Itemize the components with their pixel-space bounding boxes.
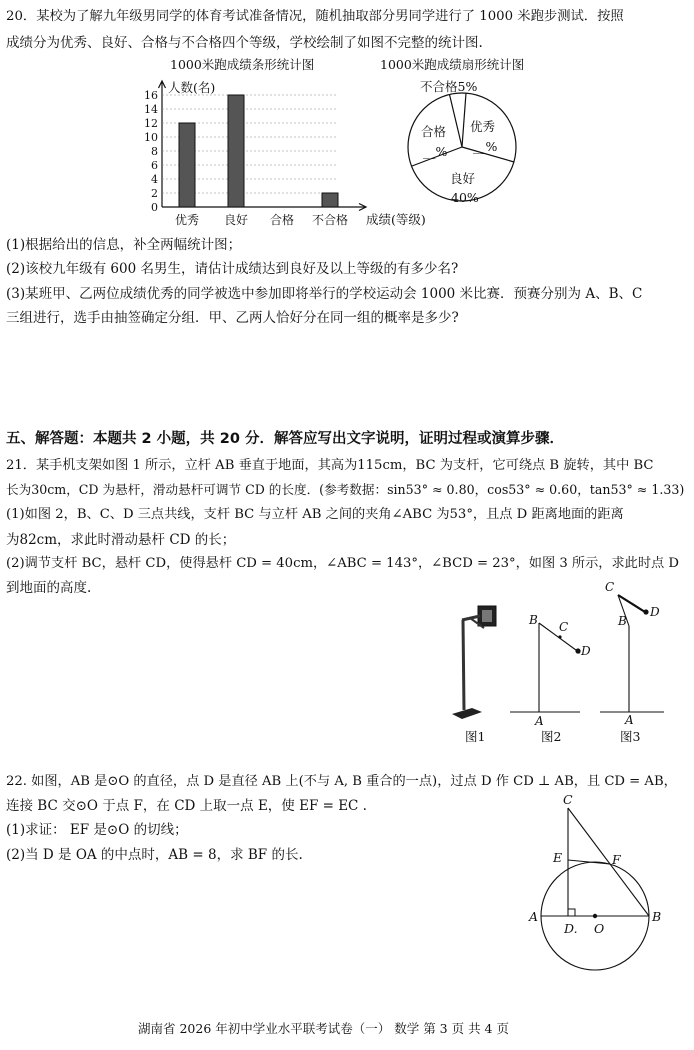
label-A: A [625,713,634,727]
q21-sub1b: 为82cm，求此时滑动悬杆 CD 的长； [6,532,236,548]
label-D: D [650,605,660,619]
q21-sub2a: (2)调节支杆 BC，悬杆 CD，使得悬杆 CD = 40cm，∠ABC = 143°，∠BCD = 23°，如图 3 所示，求此时点 D [6,556,680,571]
label-A: A [535,714,544,728]
pie-divider-buhege-youxiu [462,93,466,147]
point-D [643,609,648,614]
bar-1 [228,95,244,207]
pie-divider-buhege-hege [450,95,463,148]
label-C: C [559,620,569,634]
pie-chart [405,76,530,211]
stand-pole [463,620,464,710]
x-axis-label: 成绩(等级) [366,212,426,227]
pie-blank-youxiu: __% [473,139,498,154]
q20-line1: 20．某校为了解九年级男同学的体育考试准备情况，随机抽取部分男同学进行了 1000 米跑步测试．按照 [6,9,624,24]
pie-label-youxiu: 优秀 [470,119,496,134]
q22-sub2: (2)当 D 是 OA 的中点时，AB = 8，求 BF 的长. [6,847,303,863]
y-tick-label: 12 [144,117,158,130]
q21-sub2b: 到地面的高度. [6,580,92,596]
page-footer: 湖南省 2026 年初中学业水平联考试卷（一） 数学 第 3 页 共 4 页 [138,1021,509,1036]
pie-label-buhege: 不合格5% [420,79,478,94]
label-C: C [605,580,615,594]
bar-chart [130,76,430,228]
label-C: C [563,792,573,807]
pie-chart-title: 1000米跑成绩扇形统计图 [380,57,525,72]
bar-3 [322,193,338,207]
point-C [558,635,561,638]
label-B: B [618,614,627,628]
fig2 [508,605,591,728]
q22-sub1: (1)求证： EF 是⊙O 的切线； [6,822,188,838]
pie-blank-hege: __% [423,144,448,159]
y-tick-label: 6 [151,159,158,172]
y-tick-label: 14 [144,103,158,116]
q20-sub1: (1)根据给出的信息，补全两幅统计图； [6,237,242,253]
q22-line2: 连接 BC 交⊙O 于点 F，在 CD 上取一点 E，使 EF = EC . [6,798,367,814]
q22-line1: 22. 如图，AB 是⊙O 的直径，点 D 是直径 AB 上(不与 A, B 重合的一点)，过点 D 作 CD ⊥ AB，且 CD = AB， [6,774,677,789]
label-D: D [581,644,591,658]
x-tick-label: 良好 [223,213,249,227]
y-tick-label: 4 [151,173,158,186]
q21-line1: 21．某手机支架如图 1 所示，立杆 AB 垂直于地面，其高为115cm，BC 为支杆，它可绕点 B 旋转，其中 BC [6,458,654,473]
phone-holder-inner [482,610,492,622]
pie-label-lianghao: 良好 [450,171,476,186]
pie-label-hege: 合格 [421,124,447,139]
right-angle-mark [568,909,575,916]
y-tick-label: 10 [144,131,158,144]
q21-sub1a: (1)如图 2，B、C、D 三点共线，支杆 BC 与立杆 AB 之间的夹角∠ABC 为53°，且点 D 距离地面的距离 [6,507,624,522]
fig2-caption: 图2 [541,729,562,744]
pie-value-lianghao: 40% [451,190,479,205]
y-tick-label: 8 [151,145,158,158]
bar-chart-title: 1000米跑成绩条形统计图 [170,57,315,72]
y-tick-label: 0 [151,201,158,214]
label-D: D. [564,921,578,936]
fig1-phone-stand [448,600,508,722]
y-tick-label: 2 [151,187,158,200]
y-axis-label: 人数(名) [168,80,216,95]
fig1-caption: 图1 [465,729,486,744]
rod-CD [618,595,645,612]
point-O [593,914,597,918]
bar-0 [179,123,195,207]
q21-line2: 长为30cm，CD 为悬杆，滑动悬杆可调节 CD 的长度．(参考数据：sin53° ≈ 0.80，cos53° ≈ 0.60，tan53° ≈ 1.33) [6,482,685,497]
section5-heading: 五、解答题：本题共 2 小题，共 20 分．解答应写出文字说明，证明过程或演算步骤． [6,431,564,447]
label-B: B [529,613,538,627]
q20-line2: 成绩分为优秀、良好、合格与不合格四个等级，学校绘制了如图不完整的统计图. [6,35,483,51]
x-tick-label: 优秀 [174,213,200,227]
q22-figure [520,790,670,980]
q20-sub2: (2)该校九年级有 600 名男生，请估计成绩达到良好及以上等级的有多少名? [6,261,459,277]
label-B: B [652,909,662,924]
segment-EF [568,860,610,864]
q20-sub3a: (3)某班甲、乙两位成绩优秀的同学被选中参加即将举行的学校运动会 1000 米比赛．预赛分别为 A、B、C [6,286,643,302]
y-tick-label: 16 [144,89,158,102]
fig3 [590,578,674,728]
x-tick-label: 不合格 [311,213,349,227]
point-D [575,648,580,653]
fig3-caption: 图3 [620,729,641,744]
stand-base [452,708,482,719]
q20-sub3b: 三组进行，选手由抽签确定分组．甲、乙两人恰好分在同一组的概率是多少? [6,310,459,326]
segment-CB [568,808,649,916]
label-E: E [553,850,563,865]
label-A: A [529,909,539,924]
label-F: F [612,852,621,867]
x-tick-label: 合格 [269,213,295,227]
label-O: O [594,921,605,936]
